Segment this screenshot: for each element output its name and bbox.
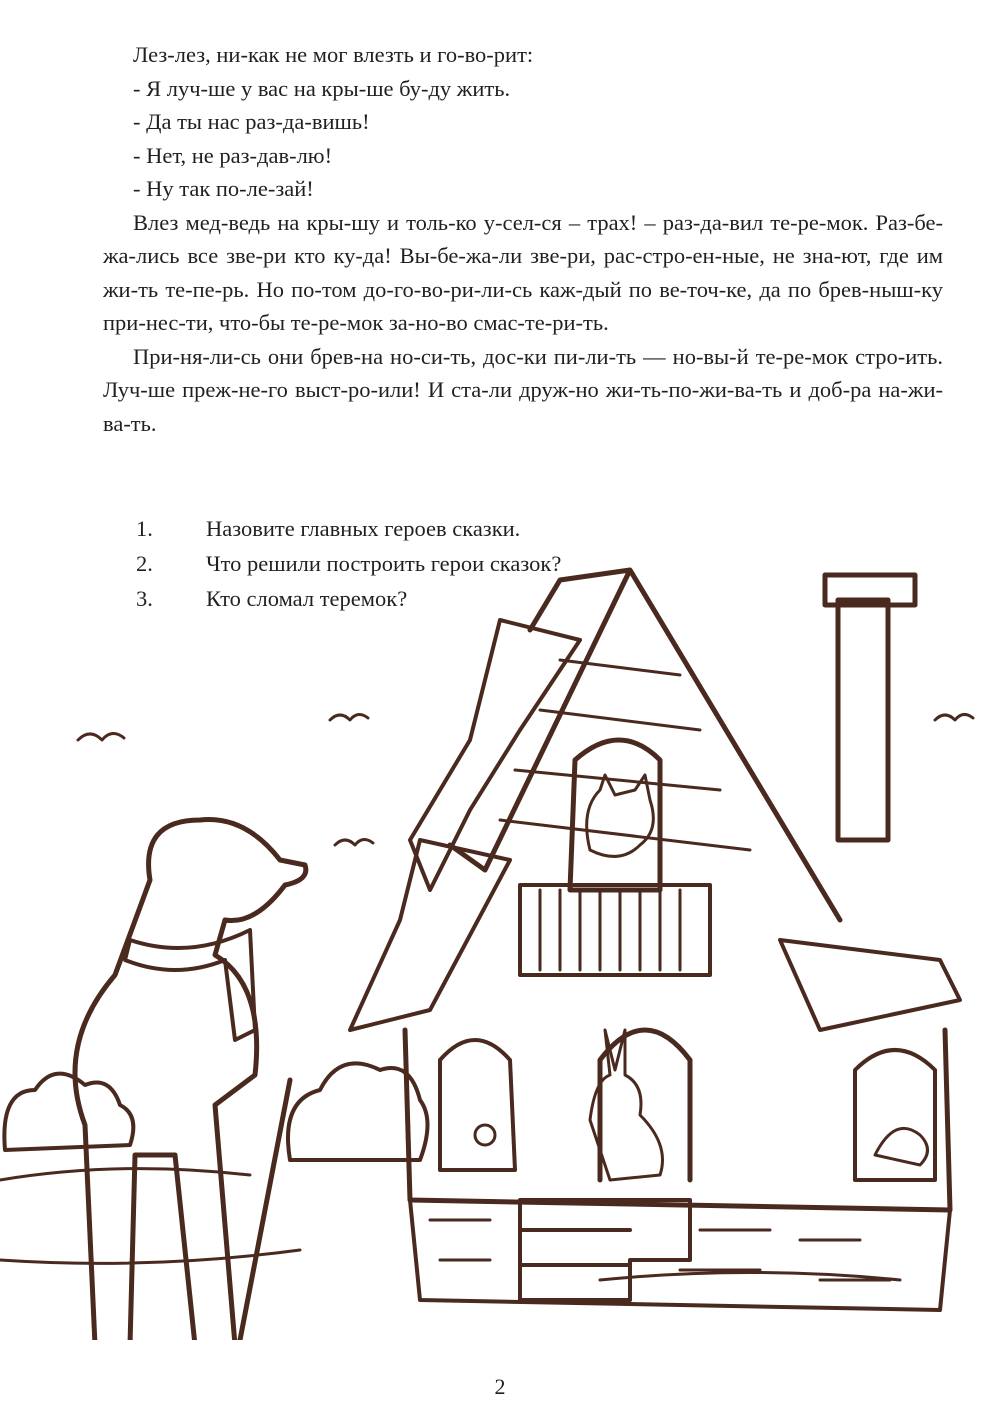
teremok-illustration <box>0 560 1000 1340</box>
page-number: 2 <box>494 1374 506 1399</box>
question-text: Назовите главных героев сказки. <box>206 516 521 541</box>
story-line: Лез-лез, ни-как не мог влезть и го-во-рит: <box>133 42 534 67</box>
story-paragraph: Влез мед-ведь на кры-шу и толь-ко у-сел-ся – трах! – раз-да-вил те-ре-мок. Раз-бе-жа-лись все зве-ри кто ку-да! Вы-бе-жа-ли зве-ри, рас-стро-ен-ные, не зна-ют, где им жи-ть те-пе-рь. Но по-том до-го-во-ри-ли-сь каж-дый по ве-точ-ке, да по брев-ныш-ку при-нес-ти, что-бы те-ре-мок за-но-во смас-те-ри-ть. <box>103 209 943 335</box>
story-line: - Ну так по-ле-зай! <box>133 176 314 201</box>
steps <box>520 1200 690 1300</box>
walking-stick <box>240 1080 290 1340</box>
balcony-bars <box>540 890 680 970</box>
story-line: - Да ты нас раз-да-вишь! <box>133 109 370 134</box>
question-number: 2. <box>136 551 153 576</box>
story-text <box>103 38 943 440</box>
bird-icon <box>78 733 124 740</box>
fox-icon <box>587 775 654 856</box>
story-paragraph: При-ня-ли-сь они брев-на но-си-ть, дос-ки пи-ли-ть — но-вы-й те-ре-мок стро-ить. Луч-ше преж-не-го выст-ро-или! И ста-ли друж-но жи-ть-по-жи-ва-ть и доб-ра на-жи-ва-ть. <box>103 343 943 436</box>
frog-icon <box>875 1128 928 1165</box>
bush <box>4 1074 133 1150</box>
question-text: Что решили построить герои сказок? <box>206 551 562 576</box>
attic-window <box>570 740 660 890</box>
right-roof <box>780 940 960 1030</box>
bird-icon <box>935 714 973 720</box>
question-number: 3. <box>136 586 153 611</box>
bear-scarf <box>125 930 255 1040</box>
story-line: - Нет, не раз-дав-лю! <box>133 142 333 168</box>
door <box>600 1030 690 1180</box>
question-number: 1. <box>136 516 153 541</box>
bird-icon <box>335 839 373 845</box>
stones <box>430 1220 890 1280</box>
left-window <box>440 1040 515 1170</box>
story-line: - Я луч-ше у вас на кры-ше бу-ду жить. <box>133 75 511 101</box>
roof-lines <box>500 660 750 850</box>
chimney <box>838 600 888 840</box>
mouse-icon <box>475 1125 495 1145</box>
bird-icon <box>330 714 368 720</box>
question-item <box>136 511 561 546</box>
stone-base <box>410 1200 950 1310</box>
question-text: Кто сломал теремок? <box>206 586 408 611</box>
